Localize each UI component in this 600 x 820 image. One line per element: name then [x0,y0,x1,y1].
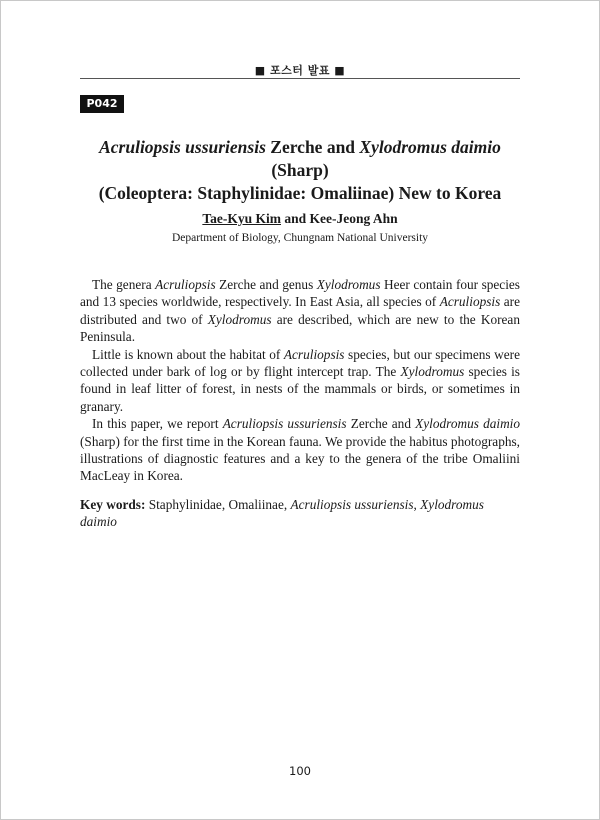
italic-run: Acruliopsis [439,294,501,310]
italic-run: Xylodromus daimio [415,416,521,432]
text-run: species, but our specimens were collected under bark of log or by flight intercept trap. The [80,346,520,380]
author-list [80,211,520,227]
abstract-body [80,276,520,485]
italic-run: Acruliopsis ussuriensis [222,416,347,432]
text-run: Zerche and genus [215,277,317,292]
text-run: Staphylinidae, Omaliinae, [145,497,291,512]
abstract-paragraph [80,415,520,485]
italic-run: Xylodromus [316,277,381,292]
italic-run: Xylodromus daimio [359,137,501,157]
header-rule [80,78,520,79]
italic-run: Acruliopsis ussuriensis [290,497,414,512]
italic-run: Xylodromus daimio [80,497,484,529]
text-run: Heer contain four species and 13 species worldwide, respectively. In East Asia, all species of [80,277,520,310]
italic-run: Acruliopsis [283,346,345,362]
title-line-1 [80,136,520,182]
text-run: (Coleoptera: Staphylinidae: Omaliinae) New to Korea [98,183,502,203]
italic-run: Acruliopsis [155,277,216,292]
title-line-2 [80,182,520,205]
abstract-paragraph [80,276,520,346]
keywords-label: Key words: [80,497,146,512]
affiliation: Department of Biology, Chungnam National University [171,232,429,244]
text-run: The genera [92,277,156,292]
text-run: are described, which are new to the Korean Peninsula. [80,311,520,345]
text-run: , [413,497,421,512]
text-run: In this paper, we report [92,416,223,432]
italic-run: Xylodromus [207,311,272,327]
keywords [80,496,520,530]
text-run: Zerche and [346,416,416,432]
poster-id-badge: P042 [80,95,124,113]
text-run: (Sharp) [271,160,329,180]
paper-title [80,136,520,205]
presenting-author: Tae-Kyu Kim [202,211,281,226]
text-run: species is found in leaf litter of forest, in nests of the mammals or birds, or sometimes in granary. [80,364,520,414]
section-header: ■ 포스터 발표 ■ [254,64,346,77]
text-run: Little is known about the habitat of [92,346,284,362]
italic-run: Xylodromus [400,364,465,380]
co-authors: and Kee-Jeong Ahn [280,211,398,226]
italic-run: Acruliopsis ussuriensis [99,137,266,157]
text-run: (Sharp) for the first time in the Korean fauna. We provide the habitus photographs, illustrations of diagnostic features and a key to the genera of the tribe Omaliini MacLeay in Korea. [80,433,520,484]
text-run: are distributed and two of [80,294,520,327]
page-number: 100 [289,764,311,778]
text-run: Zerche and [265,137,360,157]
abstract-paragraph [80,346,520,416]
